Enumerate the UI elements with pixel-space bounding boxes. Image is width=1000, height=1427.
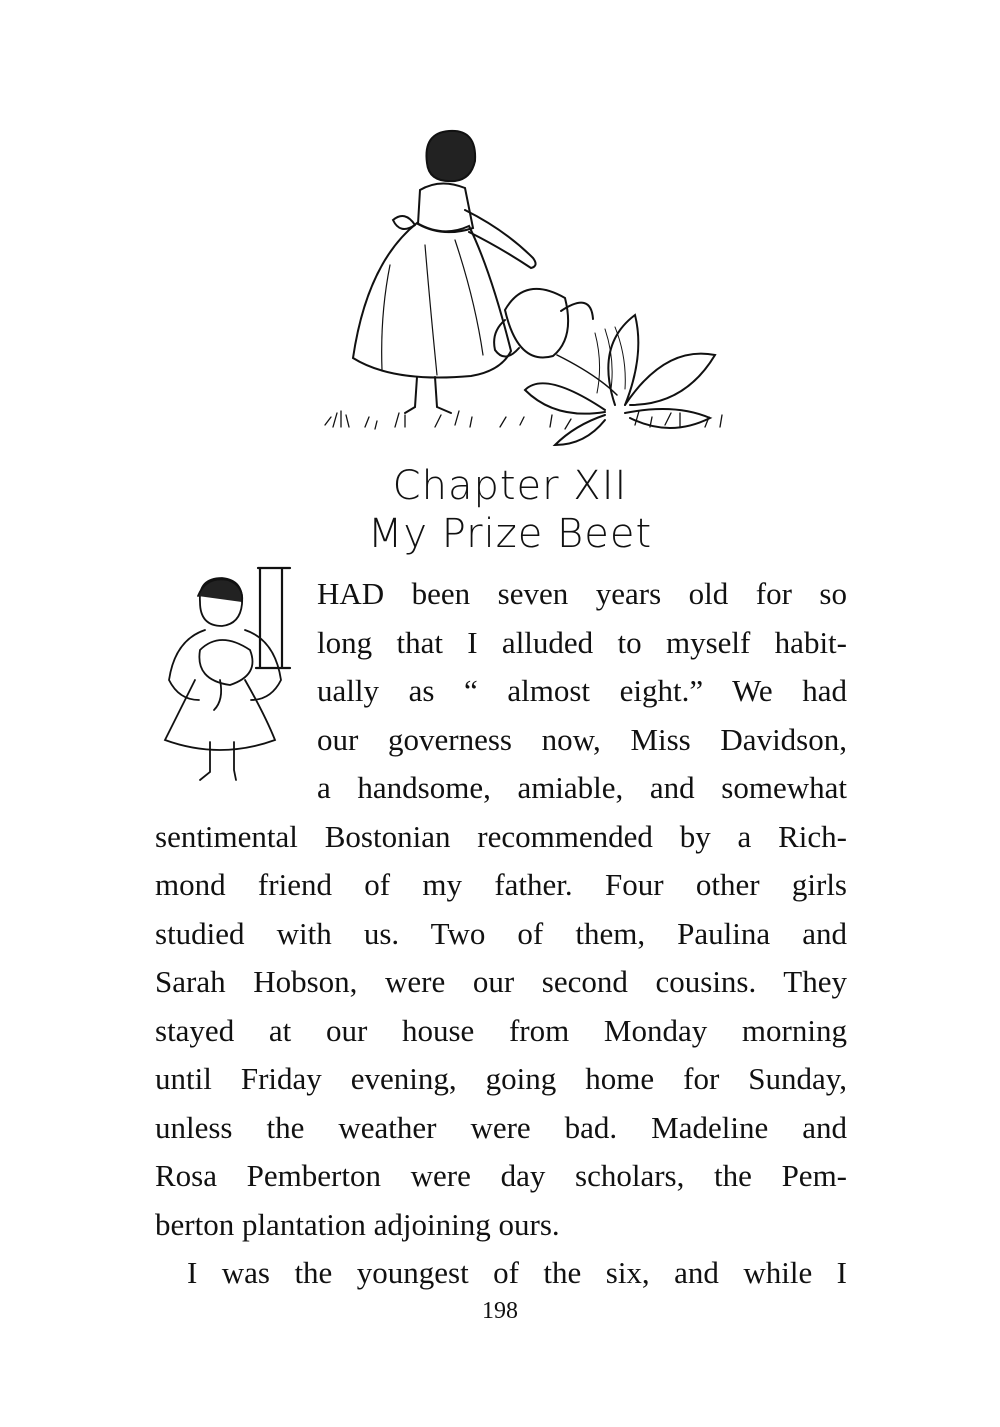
text-line: long that I alluded to myself habit-: [317, 624, 847, 660]
text-line: berton plantation adjoining ours.: [155, 1206, 560, 1242]
girl-watering-beet-illustration: [305, 115, 745, 455]
page-number: 198: [482, 1298, 518, 1324]
text-line: sentimental Bostonian recommended by a Rich-: [155, 818, 847, 854]
text-line: our governess now, Miss Davidson,: [317, 721, 847, 757]
text-line: mond friend of my father. Four other girls: [155, 867, 847, 902]
chapter-heading: [300, 462, 720, 558]
chapter-title: My Prize Beet: [367, 511, 653, 557]
text-line: Sarah Hobson, were our second cousins. They: [155, 964, 847, 999]
body-text: [155, 570, 847, 1298]
text-line: I was the youngest of the six, and while I: [187, 1255, 847, 1290]
chapter-number: Chapter XII: [392, 463, 628, 509]
text-line: unless the weather were bad. Madeline and: [155, 1109, 847, 1145]
text-line: Rosa Pemberton were day scholars, the Pem-: [155, 1158, 847, 1193]
text-line: ually as “ almost eight.” We had: [317, 673, 847, 708]
text-line: HAD been seven years old for so: [317, 576, 847, 611]
text-line: a handsome, amiable, and somewhat: [317, 770, 847, 805]
text-line: studied with us. Two of them, Paulina and: [155, 915, 847, 951]
text-line: stayed at our house from Monday morning: [155, 1012, 847, 1048]
text-line: until Friday evening, going home for Sunday,: [155, 1061, 847, 1096]
